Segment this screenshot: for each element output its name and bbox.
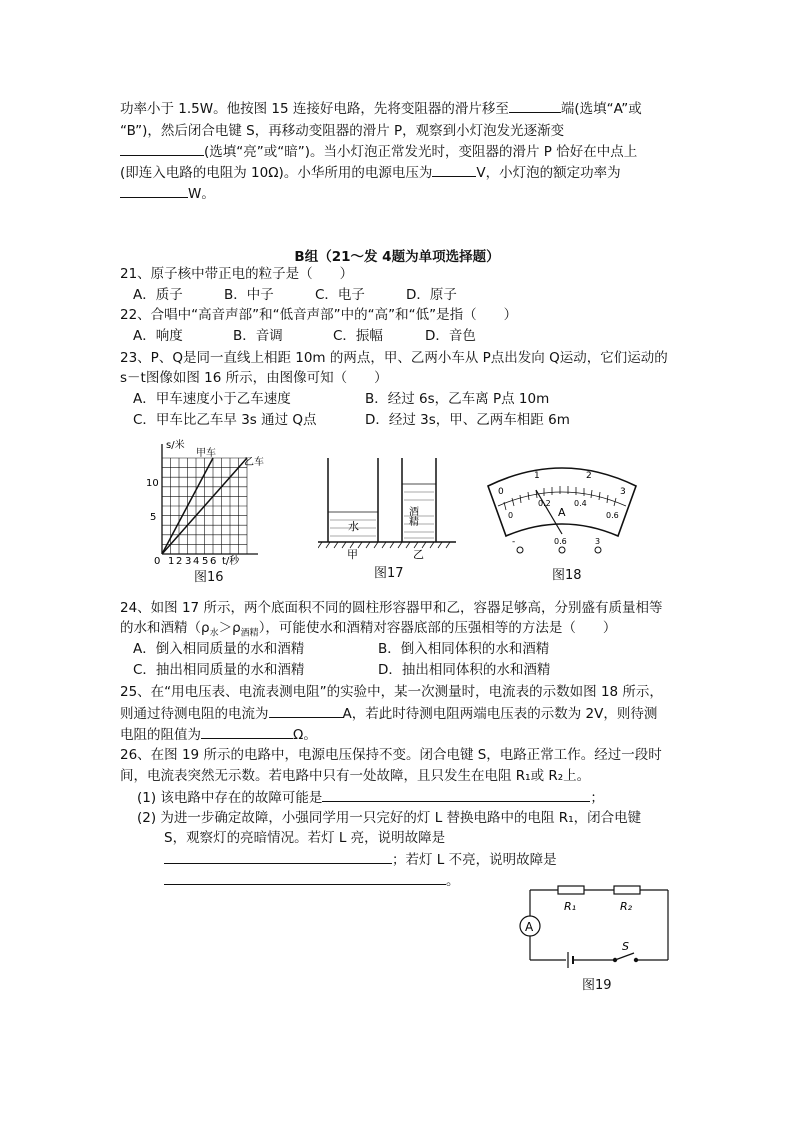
- q23-option-a: A．甲车速度小于乙车速度: [133, 391, 291, 407]
- prev-line-4: [120, 162, 621, 183]
- q24-option-a: A．倒入相同质量的水和酒精: [133, 641, 305, 657]
- resistor-r1: [558, 886, 584, 894]
- q25-stem-1: 25、在“用电压表、电流表测电阻”的实验中，某一次测量时，电流表的示数如图 18 所示，: [120, 684, 663, 700]
- label-water: 水: [348, 520, 359, 533]
- q24-option-b: B．倒入相同体积的水和酒精: [378, 641, 550, 657]
- prev-text: 端(选填“A”或: [560, 101, 642, 117]
- figure-19-caption: 图19: [582, 978, 612, 993]
- y-tick-10: 10: [146, 478, 159, 489]
- q26-stem-1: 26、在图 19 所示的电路中，电源电压保持不变。闭合电键 S，电路正常工作。经过一段时: [120, 747, 662, 763]
- q24-text: ＞ρ: [218, 620, 241, 636]
- q26-part-1: [137, 787, 604, 808]
- q24-stem-1: 24、如图 17 所示，两个底面积不同的圆柱形容器甲和乙，容器足够高，分别盛有质量相等: [120, 600, 663, 616]
- answer-blank[interactable]: [432, 162, 476, 177]
- prev-line-2: [120, 121, 564, 141]
- ammeter-label: A: [525, 920, 534, 934]
- y-tick-5: 5: [150, 512, 157, 523]
- label-yi: 乙车: [244, 457, 264, 468]
- q23-option-b: B．经过 6s，乙车离 P点 10m: [365, 391, 550, 407]
- q26-part-2c: [164, 849, 557, 870]
- q22-option-d: D．音色: [425, 328, 476, 344]
- q21-stem: 21、原子核中带正电的粒子是（ ）: [120, 266, 354, 282]
- svg-text:0: 0: [498, 487, 504, 497]
- answer-blank[interactable]: [269, 703, 343, 718]
- x-tick-3: 3: [185, 556, 192, 567]
- meter-unit: A: [558, 506, 566, 519]
- answer-blank[interactable]: [201, 724, 293, 739]
- meter-terminals: [517, 547, 601, 553]
- prev-text: “B”)，然后闭合电键 S，再移动变阻器的滑片 P，观察到小灯泡发光逐渐变: [120, 123, 565, 139]
- prev-line-1: [120, 98, 642, 119]
- answer-blank[interactable]: [509, 98, 561, 113]
- svg-text:1: 1: [534, 471, 540, 481]
- svg-text:3: 3: [620, 487, 626, 497]
- graph-grid: [162, 450, 247, 554]
- q25-text: 电阻的阻值为: [120, 727, 201, 743]
- q26-part-2: (2) 为进一步确定故障，小强同学用一只完好的灯 L 替换电路中的电阻 R₁，闭合电键: [137, 810, 642, 826]
- q23-option-c: C．甲车比乙车早 3s 通过 Q点: [133, 412, 317, 428]
- q24-option-c: C．抽出相同质量的水和酒精: [133, 662, 305, 678]
- q23-stem-2: s－t图像如图 16 所示，由图像可知（ ）: [120, 370, 388, 386]
- section-title: B组（21～发 4题为单项选择题）: [294, 249, 500, 265]
- q22-option-a: A．响度: [133, 328, 183, 344]
- q22-stem: 22、合唱中“高音声部”和“低音声部”中的“高”和“低”是指（ ）: [120, 307, 518, 323]
- x-tick-6: 6: [210, 556, 217, 567]
- container-yi: [402, 458, 436, 542]
- svg-text:0.6: 0.6: [554, 537, 567, 546]
- answer-blank[interactable]: [120, 141, 204, 156]
- switch-lever: [615, 953, 634, 960]
- q23-option-d: D．经过 3s，甲、乙两车相距 6m: [365, 412, 570, 428]
- answer-blank[interactable]: [322, 787, 590, 802]
- q25-stem-3: [120, 724, 317, 745]
- svg-text:3: 3: [595, 537, 601, 546]
- figure-17-containers: [318, 456, 458, 560]
- q26-text: 。: [446, 873, 460, 889]
- q23-stem-1: 23、P、Q是同一直线上相距 10m 的两点，甲、乙两小车从 P点出发向 Q运动，它们运动的: [120, 350, 668, 366]
- q26-part-2b: S，观察灯的亮暗情况。若灯 L 亮，说明故障是: [164, 830, 446, 846]
- svg-text:-: -: [512, 537, 516, 547]
- figure-19-circuit: [512, 882, 678, 974]
- svg-text:0.4: 0.4: [574, 499, 587, 508]
- x-tick-2: 2: [176, 556, 183, 567]
- svg-text:0.6: 0.6: [606, 511, 619, 520]
- q25-text: Ω。: [293, 727, 317, 743]
- prev-text: 功率小于 1.5W。他按图 15 连接好电路，先将变阻器的滑片移至: [120, 101, 509, 117]
- svg-text:0.2: 0.2: [538, 499, 551, 508]
- y-axis-label: s/米: [166, 440, 185, 451]
- q21-option-b: B．中子: [224, 287, 274, 303]
- q26-part-2d: [164, 870, 460, 891]
- q24-text: ），可能使水和酒精对容器底部的压强相等的方法是（ ）: [258, 620, 617, 636]
- svg-text:0: 0: [508, 511, 514, 520]
- x-tick-5: 5: [202, 556, 209, 567]
- answer-blank[interactable]: [120, 183, 188, 198]
- prev-text: V，小灯泡的额定功率为: [476, 165, 621, 181]
- q22-option-b: B．音调: [233, 328, 283, 344]
- resistor-r2: [614, 886, 640, 894]
- figure-16-st-graph: [140, 438, 300, 568]
- q26-text: ；: [590, 790, 604, 806]
- label-yi: 乙: [413, 548, 424, 560]
- q21-option-a: A．质子: [133, 287, 183, 303]
- x-tick-0: 0: [154, 556, 161, 567]
- x-tick-4: 4: [193, 556, 200, 567]
- q22-option-c: C．振幅: [333, 328, 383, 344]
- q26-text: (1) 该电路中存在的故障可能是: [137, 790, 323, 806]
- label-jia: 甲: [347, 548, 358, 560]
- q24-sub: 酒精: [240, 628, 259, 639]
- figure-16-caption: 图16: [194, 570, 224, 585]
- prev-text: W。: [188, 186, 215, 202]
- prev-line-5: [120, 183, 215, 204]
- label-alcohol: 酒精: [406, 506, 418, 526]
- q25-stem-2: [120, 703, 657, 724]
- q24-option-d: D．抽出相同体积的水和酒精: [378, 662, 551, 678]
- svg-text:2: 2: [586, 471, 592, 481]
- r2-label: R₂: [620, 900, 633, 913]
- q21-option-c: C．电子: [315, 287, 365, 303]
- label-jia: 甲车: [196, 448, 216, 459]
- x-axis-label: t/秒: [222, 556, 240, 567]
- answer-blank[interactable]: [164, 870, 446, 885]
- r1-label: R₁: [564, 900, 577, 913]
- figure-17-caption: 图17: [374, 566, 404, 581]
- q24-sub: 水: [209, 628, 219, 639]
- q21-option-d: D．原子: [406, 287, 457, 303]
- meter-body: [488, 468, 636, 536]
- figure-18-ammeter: [482, 456, 642, 560]
- q24-text: 的水和酒精（ρ: [120, 620, 210, 636]
- prev-line-3: [120, 141, 637, 162]
- prev-text: (选填“亮”或“暗”)。当小灯泡正常发光时，变阻器的滑片 P 恰好在中点上: [204, 144, 638, 160]
- answer-blank[interactable]: [164, 849, 392, 864]
- prev-text: (即连入电路的电阻为 10Ω)。小华所用的电源电压为: [120, 165, 433, 181]
- q25-text: 则通过待测电阻的电流为: [120, 706, 269, 722]
- figure-18-caption: 图18: [552, 568, 582, 583]
- q25-text: A，若此时待测电阻两端电压表的示数为 2V，则待测: [342, 706, 658, 722]
- x-tick-1: 1: [168, 556, 175, 567]
- switch-label: S: [622, 940, 629, 953]
- q26-text: ；若灯 L 不亮，说明故障是: [392, 852, 557, 868]
- q26-stem-2: 间，电流表突然无示数。若电路中只有一处故障，且只发生在电阻 R₁或 R₂上。: [120, 768, 591, 784]
